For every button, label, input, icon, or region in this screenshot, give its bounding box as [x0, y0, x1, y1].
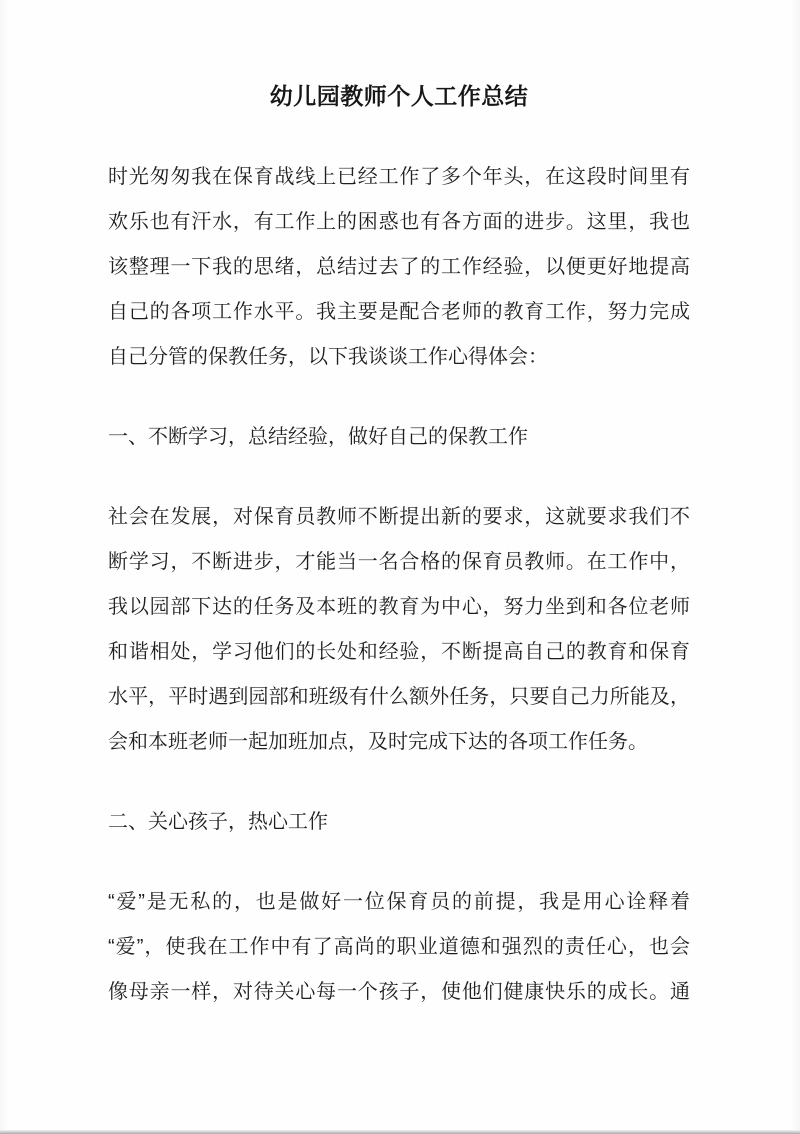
paragraph-line: 自己分管的保教任务，以下我谈谈工作心得体会： [108, 346, 548, 368]
paragraph-line: “爱”，使我在工作中有了高尚的职业道德和强烈的责任心，也会 [108, 936, 690, 958]
paragraph-line: 时光匆匆我在保育战线上已经工作了多个年头，在这段时间里有 [108, 166, 690, 188]
paragraph-line: 水平，平时遇到园部和班级有什么额外任务，只要自己力所能及， [108, 686, 690, 708]
section-heading: 二、关心孩子，热心工作 [108, 811, 328, 833]
document-title: 幼儿园教师个人工作总结 [269, 83, 529, 109]
document-body [108, 155, 690, 1015]
paragraph-line: 自己的各项工作水平。我主要是配合老师的教育工作，努力完成 [108, 301, 690, 323]
page-bottom-edge [0, 1130, 800, 1134]
paragraph-line: 该整理一下我的思绪，总结过去了的工作经验，以便更好地提高 [108, 256, 690, 278]
paragraph-line: 我以园部下达的任务及本班的教育为中心，努力坐到和各位老师 [108, 596, 690, 618]
paragraph-line: 断学习，不断进步，才能当一名合格的保育员教师。在工作中， [108, 551, 690, 573]
document-content [108, 74, 690, 1050]
paragraph-line: 和谐相处，学习他们的长处和经验，不断提高自己的教育和保育 [108, 641, 690, 663]
paragraph-line: 社会在发展，对保育员教师不断提出新的要求，这就要求我们不 [108, 506, 690, 528]
paragraph-line: 欢乐也有汗水，有工作上的困惑也有各方面的进步。这里，我也 [108, 211, 690, 233]
paragraph-line: 会和本班老师一起加班加点，及时完成下达的各项工作任务。 [108, 731, 648, 753]
paragraph [108, 155, 690, 380]
paragraph-line: 像母亲一样，对待关心每一个孩子，使他们健康快乐的成长。通 [108, 981, 690, 1003]
section-heading: 一、不断学习，总结经验，做好自己的保教工作 [108, 426, 528, 448]
paragraph [108, 880, 690, 1015]
paragraph [108, 495, 690, 765]
paragraph-line: “爱”是无私的，也是做好一位保育员的前提，我是用心诠释着 [108, 891, 690, 913]
